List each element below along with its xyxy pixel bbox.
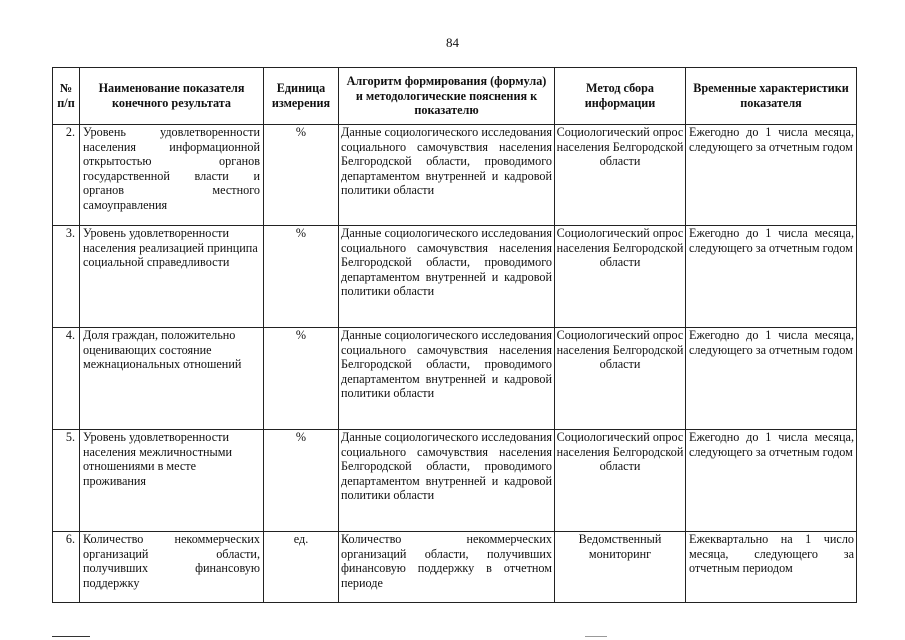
header-time: Временные характеристики показателя [686, 68, 857, 125]
cell-method: Социологический опрос населения Белгородской области [555, 328, 686, 430]
cell-algorithm: Данные социологического исследования социального самочувствия населения Белгородской области, проводимого департаментом внутренней и кадровой политики области [339, 328, 555, 430]
cell-algorithm: Данные социологического исследования социального самочувствия населения Белгородской области, проводимого департаментом внутренней и кадровой политики области [339, 430, 555, 532]
table-header-row [53, 68, 857, 125]
cell-unit: % [264, 328, 339, 430]
header-method: Метод сбора информации [555, 68, 686, 125]
cell-name: Уровень удовлетворенности населения реализацией принципа социальной справедливости [80, 226, 264, 328]
cell-method: Социологический опрос населения Белгородской области [555, 125, 686, 226]
table-row [53, 430, 857, 532]
footnote-rule [52, 636, 90, 637]
table-row [53, 532, 857, 603]
table-row [53, 125, 857, 226]
cell-unit: % [264, 125, 339, 226]
table-row [53, 328, 857, 430]
page-number: 84 [446, 35, 459, 50]
cell-unit: % [264, 226, 339, 328]
cell-algorithm: Количество некоммерческих организаций области, получивших финансовую поддержку в отчетном периоде [339, 532, 555, 603]
header-num: № п/п [53, 68, 80, 125]
table-row [53, 226, 857, 328]
cell-algorithm: Данные социологического исследования социального самочувствия населения Белгородской области, проводимого департаментом внутренней и кадровой политики области [339, 226, 555, 328]
cell-name: Доля граждан, положительно оценивающих состояние межнациональных отношений [80, 328, 264, 430]
cell-name: Уровень удовлетворенности населения межличностными отношениями в месте проживания [80, 430, 264, 532]
cell-num: 6. [53, 532, 80, 603]
indicators-table [52, 67, 857, 603]
header-unit: Единица измерения [264, 68, 339, 125]
cell-method: Ведомственный мониторинг [555, 532, 686, 603]
header-algorithm: Алгоритм формирования (формула) и методологические пояснения к показателю [339, 68, 555, 125]
cell-num: 3. [53, 226, 80, 328]
cell-method: Социологический опрос населения Белгородской области [555, 430, 686, 532]
cell-unit: % [264, 430, 339, 532]
cell-time: Ежегодно до 1 числа месяца, следующего за отчетным годом [686, 328, 857, 430]
cell-method: Социологический опрос населения Белгородской области [555, 226, 686, 328]
cell-time: Ежеквартально на 1 число месяца, следующего за отчетным периодом [686, 532, 857, 603]
cell-name: Количество некоммерческих организаций области, получивших финансовую поддержку [80, 532, 264, 603]
cell-num: 4. [53, 328, 80, 430]
scan-mark [585, 636, 607, 637]
cell-algorithm: Данные социологического исследования социального самочувствия населения Белгородской области, проводимого департаментом внутренней и кадровой политики области [339, 125, 555, 226]
header-name: Наименование показателя конечного результата [80, 68, 264, 125]
cell-unit: ед. [264, 532, 339, 603]
cell-num: 2. [53, 125, 80, 226]
cell-num: 5. [53, 430, 80, 532]
cell-name: Уровень удовлетворенности населения информационной открытостью органов государственной власти и органов местного самоуправления [80, 125, 264, 226]
cell-time: Ежегодно до 1 числа месяца, следующего за отчетным годом [686, 125, 857, 226]
cell-time: Ежегодно до 1 числа месяца, следующего за отчетным годом [686, 226, 857, 328]
cell-time: Ежегодно до 1 числа месяца, следующего за отчетным годом [686, 430, 857, 532]
